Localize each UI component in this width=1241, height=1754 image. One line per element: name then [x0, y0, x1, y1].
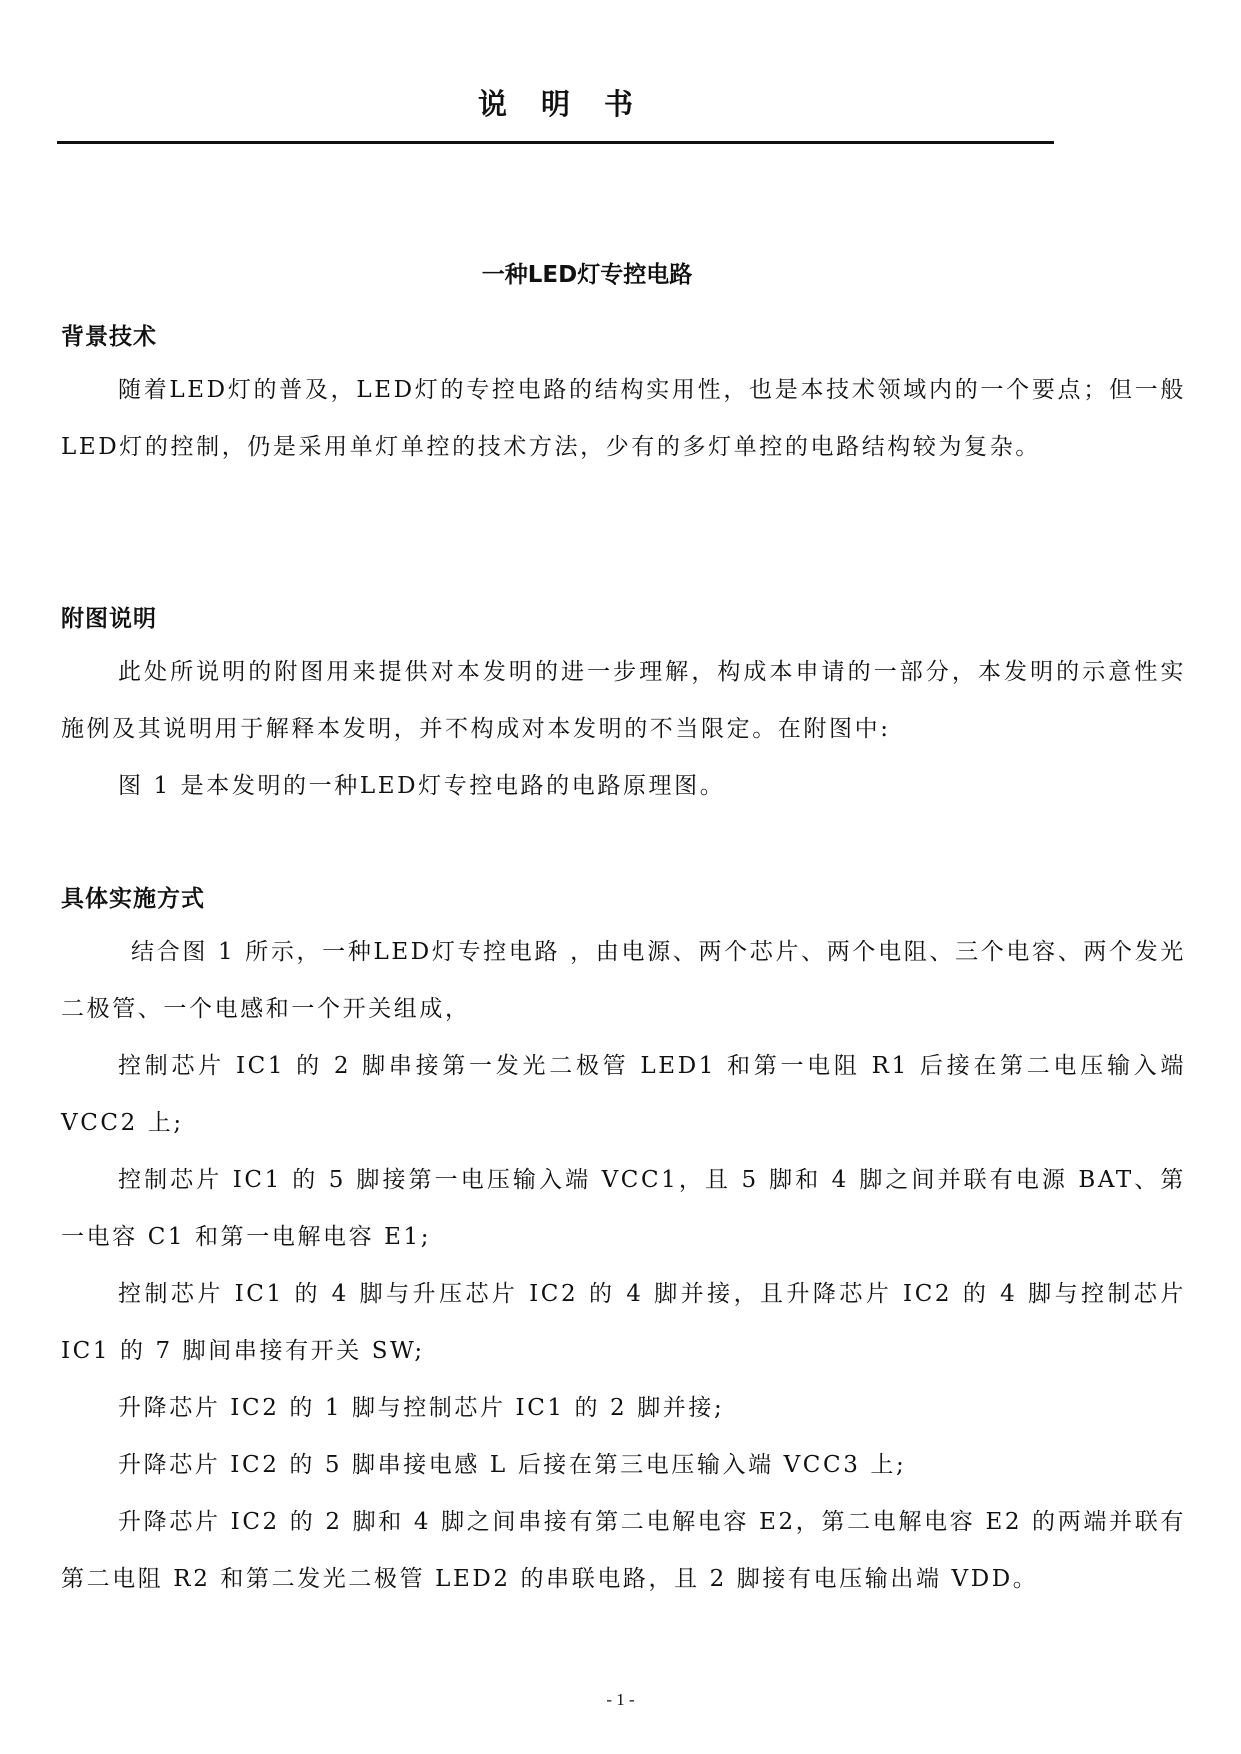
invention-title: 一种LED灯专控电路 — [481, 262, 693, 288]
paragraph-embodiment-ic1-pin5: 控制芯片 IC1 的 5 脚接第一电压输入端 VCC1，且 5 脚和 4 脚之间并联有电源 BAT、第一电容 C1 和第一电解电容 E1; — [61, 1167, 1186, 1250]
section-heading-background: 背景技术 — [61, 324, 157, 350]
section-heading-figures: 附图说明 — [61, 606, 157, 632]
paragraph-embodiment-intro: 结合图 1 所示，一种LED灯专控电路 ，由电源、两个芯片、两个电阻、三个电容、两个发光二极管、一个电感和一个开关组成， — [61, 939, 1186, 1022]
document-header-title: 说明书 — [477, 87, 667, 121]
paragraph-embodiment-ic2-pin1: 升降芯片 IC2 的 1 脚与控制芯片 IC1 的 2 脚并接; — [118, 1395, 725, 1421]
paragraph-embodiment-ic2-pin2: 升降芯片 IC2 的 2 脚和 4 脚之间串接有第二电解电容 E2，第二电解电容 E2 的两端并联有第二电阻 R2 和第二发光二极管 LED2 的串联电路，且 2 脚接有电压输出端 VDD。 — [61, 1509, 1186, 1592]
section-heading-embodiment: 具体实施方式 — [61, 886, 205, 912]
paragraph-embodiment-ic2-pin5: 升降芯片 IC2 的 5 脚串接电感 L 后接在第三电压输入端 VCC3 上; — [118, 1452, 907, 1478]
paragraph-figure-1: 图 1 是本发明的一种LED灯专控电路的电路原理图。 — [118, 773, 726, 799]
paragraph-figures-description: 此处所说明的附图用来提供对本发明的进一步理解，构成本申请的一部分，本发明的示意性实施例及其说明用于解释本发明，并不构成对本发明的不当限定。在附图中: — [61, 659, 1186, 742]
page-number: - 1 - — [606, 1690, 635, 1709]
paragraph-embodiment-ic1-pin4: 控制芯片 IC1 的 4 脚与升压芯片 IC2 的 4 脚并接，且升降芯片 IC2 的 4 脚与控制芯片 IC1 的 7 脚间串接有开关 SW; — [61, 1281, 1186, 1364]
paragraph-background: 随着LED灯的普及，LED灯的专控电路的结构实用性，也是本技术领域内的一个要点；但一般LED灯的控制，仍是采用单灯单控的技术方法，少有的多灯单控的电路结构较为复杂。 — [61, 377, 1186, 460]
header-divider — [57, 141, 1054, 144]
paragraph-embodiment-ic1-pin2: 控制芯片 IC1 的 2 脚串接第一发光二极管 LED1 和第一电阻 R1 后接在第二电压输入端 VCC2 上; — [61, 1053, 1186, 1136]
